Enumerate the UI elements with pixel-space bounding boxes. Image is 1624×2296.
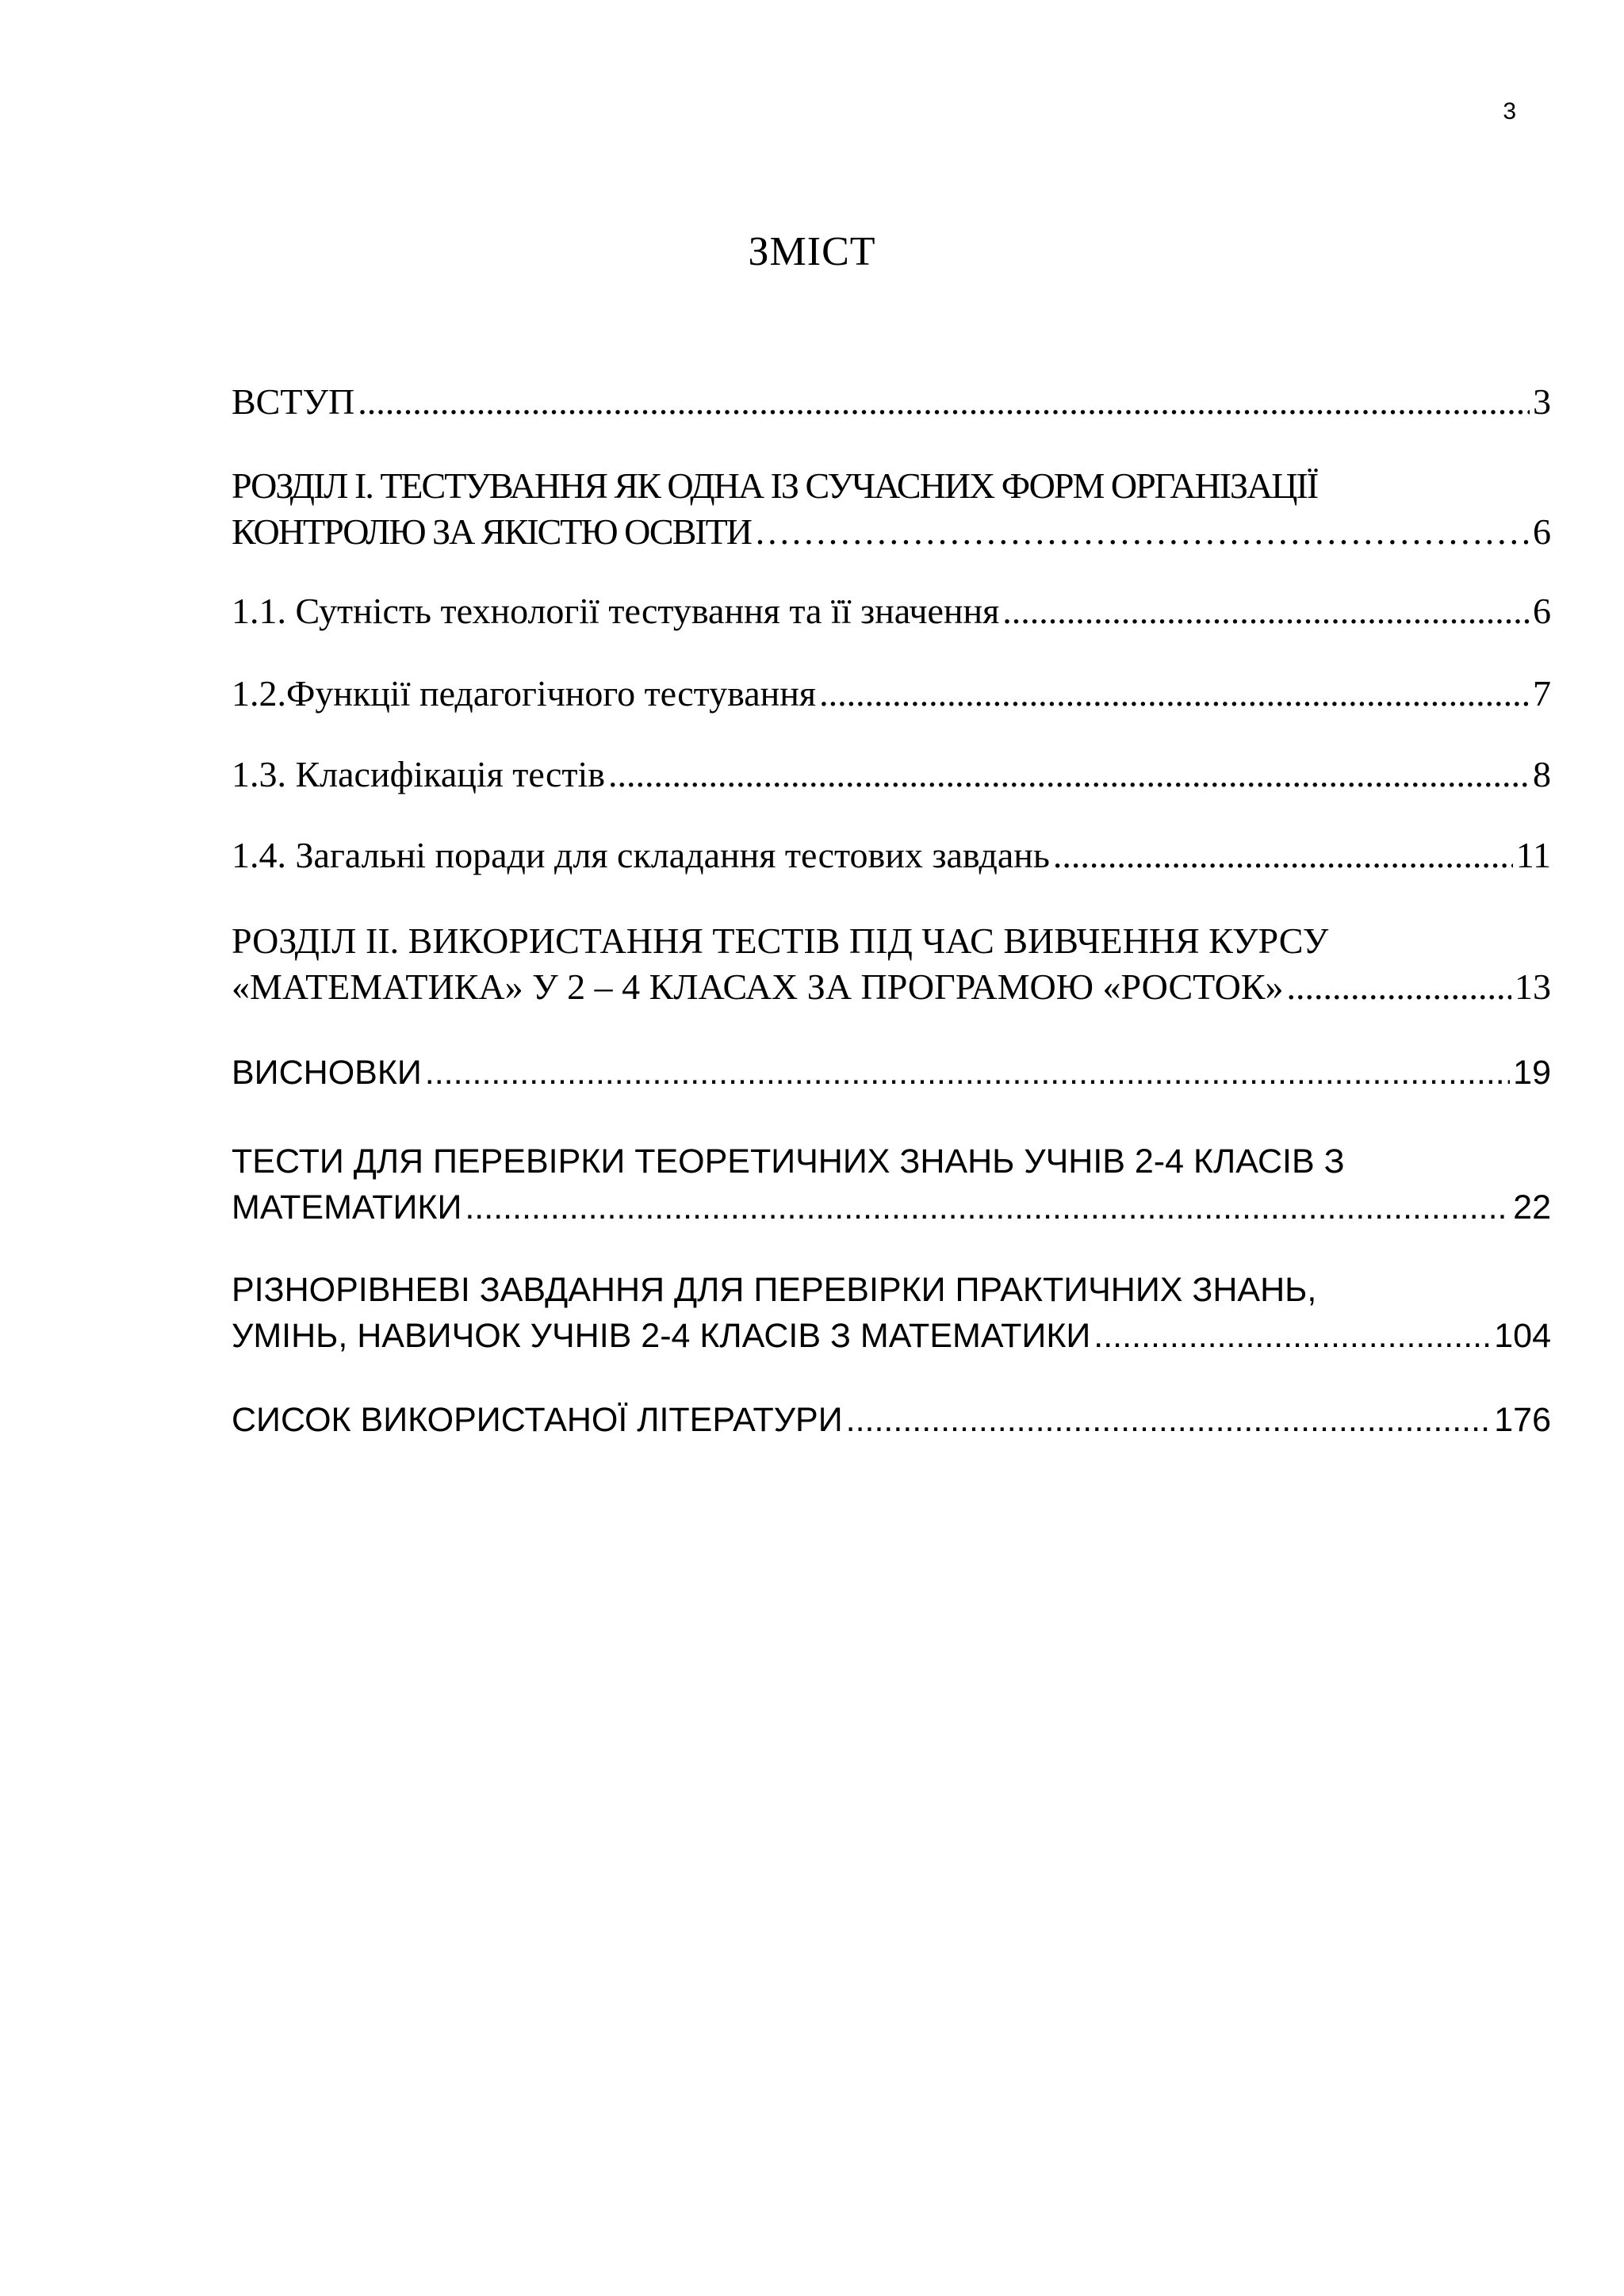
toc-entry-label-line-1: РІЗНОРІВНЕВІ ЗАВДАННЯ ДЛЯ ПЕРЕВІРКИ ПРАКТИЧНИХ ЗНАНЬ, — [232, 1271, 1317, 1309]
dot-leader — [608, 752, 1530, 798]
toc-entry-page: 7 — [1533, 673, 1551, 714]
toc-entry-page: 104 — [1494, 1317, 1551, 1355]
toc-entry-label: 1.4. Загальні поради для складання тестових завдань — [232, 835, 1050, 875]
dot-leader — [465, 1184, 1510, 1230]
toc-entry-1-2[interactable] — [232, 671, 1551, 717]
toc-entry-page: 13 — [1515, 966, 1551, 1007]
toc-entry-label-line-2: УМІНЬ, НАВИЧОК УЧНІВ 2-4 КЛАСІВ З МАТЕМАТИКИ — [232, 1317, 1091, 1355]
toc-entry-label: СИСОК ВИКОРИСТАНОЇ ЛІТЕРАТУРИ — [232, 1401, 843, 1439]
toc-entry-label: 1.1. Сутність технології тестування та її значення — [232, 591, 1000, 631]
toc-entry-conclusions[interactable] — [232, 1050, 1551, 1096]
toc-entry-page: 11 — [1515, 835, 1551, 875]
dot-leader — [819, 671, 1530, 717]
dot-leader — [425, 1050, 1510, 1096]
toc-entry-label-line-2: МАТЕМАТИКИ — [232, 1188, 462, 1226]
toc-entry-references[interactable] — [232, 1397, 1551, 1443]
toc-entry-page: 3 — [1533, 381, 1551, 422]
toc-entry-page: 8 — [1533, 754, 1551, 794]
page-number: 3 — [1503, 98, 1516, 124]
toc-entry-label-line-1: РОЗДІЛ ІІ. ВИКОРИСТАННЯ ТЕСТІВ ПІД ЧАС ВИВЧЕННЯ КУРСУ — [232, 920, 1329, 961]
toc-entry-label-line-2: «МАТЕМАТИКА» У 2 – 4 КЛАСАХ ЗА ПРОГРАМОЮ «РОСТОК» — [232, 966, 1284, 1007]
toc-entry-page: 22 — [1513, 1188, 1551, 1226]
toc-entry-section-1[interactable] — [232, 463, 1551, 555]
dot-leader — [846, 1397, 1492, 1443]
dot-leader — [358, 379, 1530, 425]
toc-entry-label-line-1: РОЗДІЛ І. ТЕСТУВАННЯ ЯК ОДНА ІЗ СУЧАСНИХ ФОРМ ОРГАНІЗАЦІЇ — [232, 465, 1318, 506]
toc-entry-page: 19 — [1513, 1054, 1551, 1092]
toc-entry-label: 1.2.Функції педагогічного тестування — [232, 673, 817, 714]
toc-entry-section-2[interactable] — [232, 918, 1551, 1010]
dot-leader — [1287, 964, 1511, 1010]
toc-entry-label-line-1: ТЕСТИ ДЛЯ ПЕРЕВІРКИ ТЕОРЕТИЧНИХ ЗНАНЬ УЧНІВ 2-4 КЛАСІВ З — [232, 1142, 1345, 1181]
toc-entry-label: 1.3. Класифікація тестів — [232, 754, 605, 794]
dot-leader — [1002, 588, 1530, 634]
dot-leader — [754, 509, 1530, 555]
toc-entry-page: 6 — [1533, 591, 1551, 631]
dot-leader — [1053, 832, 1513, 878]
toc-entry-page: 176 — [1494, 1401, 1551, 1439]
toc-entry-label-line-2: КОНТРОЛЮ ЗА ЯКІСТЮ ОСВІТИ — [232, 511, 751, 552]
toc-entry-practice-tasks[interactable] — [232, 1267, 1551, 1359]
toc-entry-1-4[interactable] — [232, 832, 1551, 878]
toc-entry-1-3[interactable] — [232, 752, 1551, 798]
toc-entry-page: 6 — [1533, 511, 1551, 552]
toc-entry-intro[interactable] — [232, 379, 1551, 425]
toc-title: ЗМІСТ — [748, 229, 876, 274]
toc-entry-label: ВИСНОВКИ — [232, 1054, 422, 1092]
dot-leader — [1094, 1313, 1491, 1359]
toc-entry-theory-tests[interactable] — [232, 1138, 1551, 1230]
toc-entry-label: ВСТУП — [232, 381, 355, 422]
toc-entry-1-1[interactable] — [232, 588, 1551, 634]
